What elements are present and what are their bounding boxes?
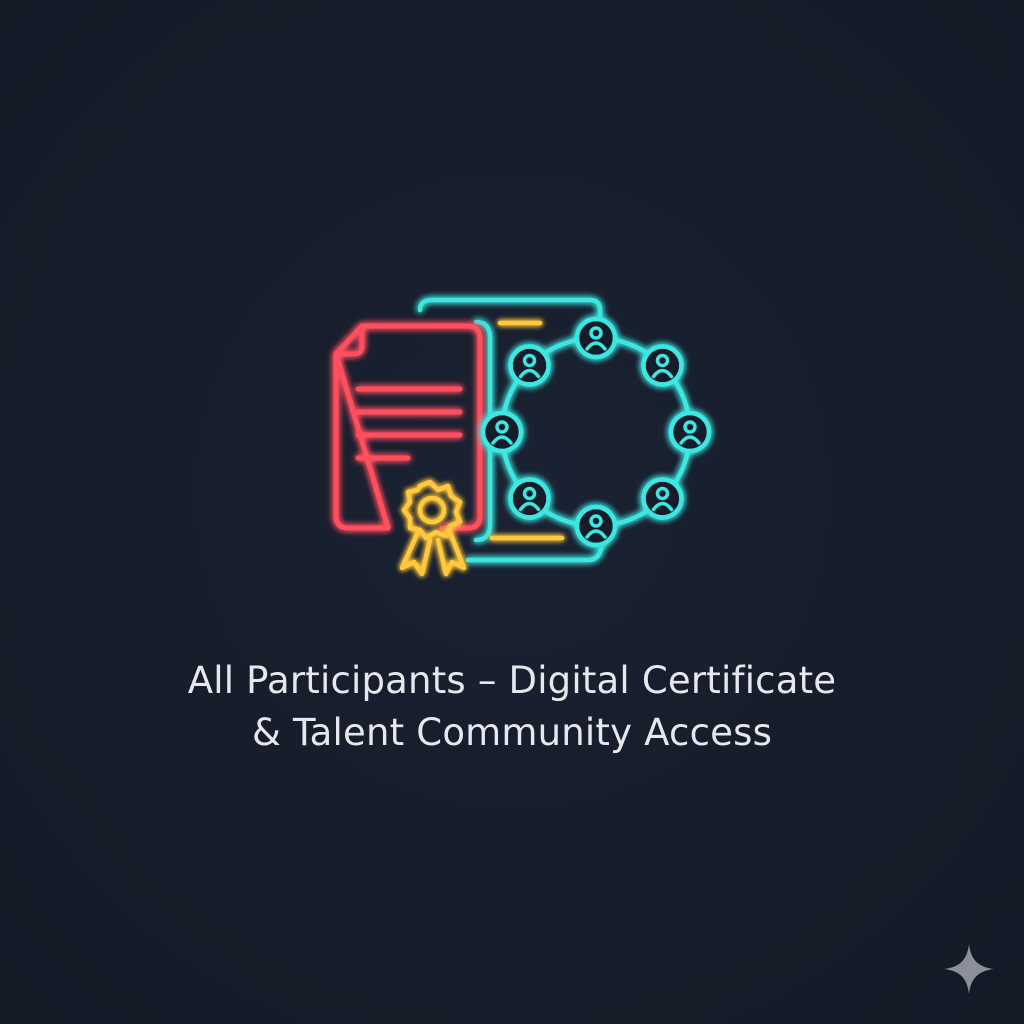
person-node-icon <box>671 413 709 451</box>
community-network-ring-icon <box>483 319 709 545</box>
person-node-icon <box>643 479 681 517</box>
person-node-icon <box>511 347 549 385</box>
caption-title <box>0 655 1024 759</box>
person-node-icon <box>511 479 549 517</box>
person-node-icon <box>577 507 615 545</box>
person-node-icon <box>577 319 615 357</box>
person-node-icon <box>643 347 681 385</box>
caption-line-2: & Talent Community Access <box>251 711 773 754</box>
caption-line-1: All Participants – Digital Certificate <box>187 659 837 702</box>
certificate-community-illustration <box>300 270 740 600</box>
sparkle-icon <box>942 942 996 996</box>
person-node-icon <box>483 413 521 451</box>
